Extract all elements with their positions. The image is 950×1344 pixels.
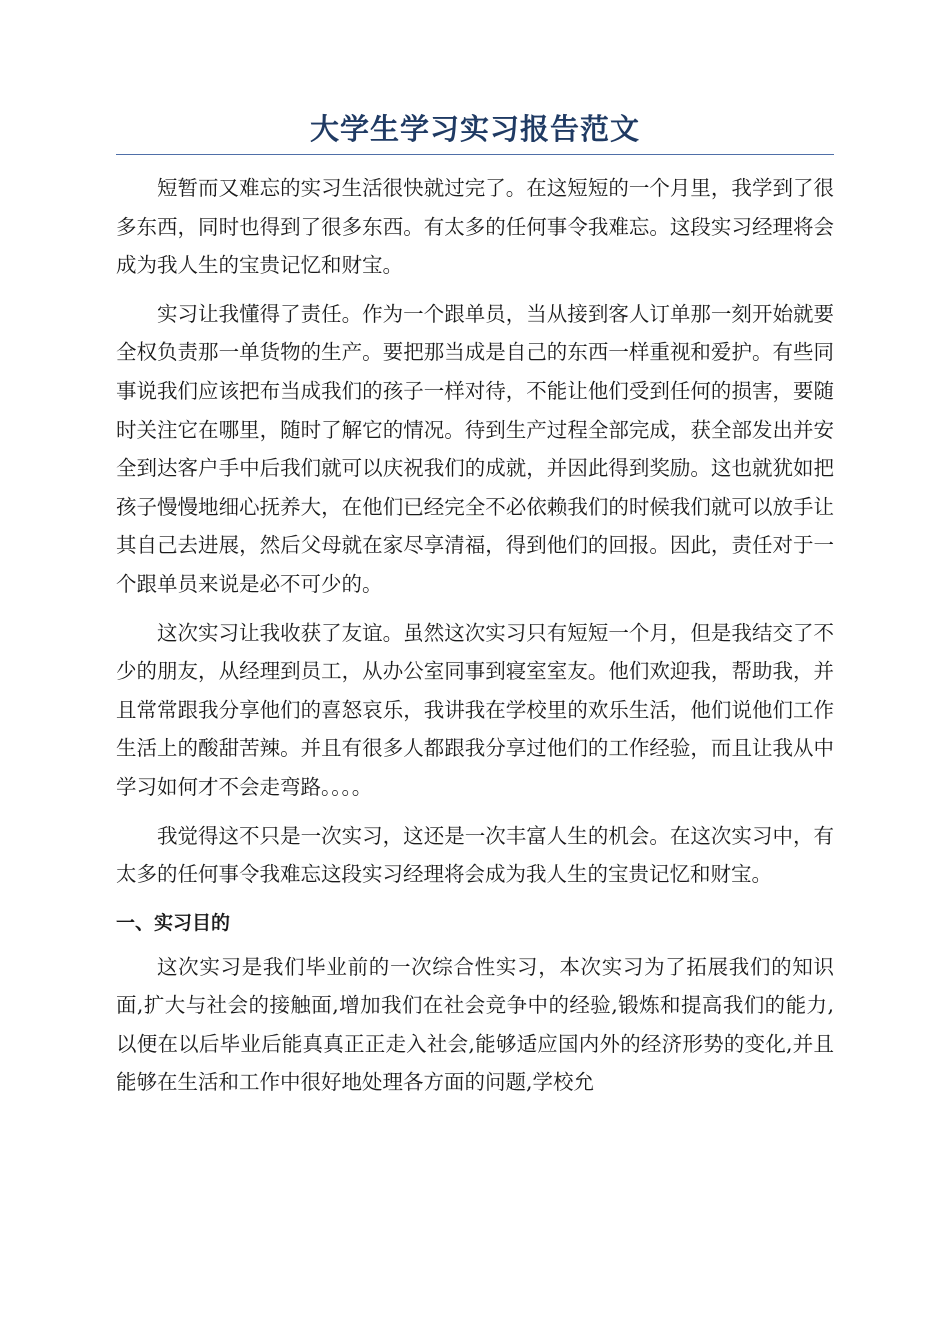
paragraph-3: 这次实习让我收获了友谊。虽然这次实习只有短短一个月，但是我结交了不少的朋友，从经理到员工，从办公室同事到寝室室友。他们欢迎我，帮助我，并且常常跟我分享他们的喜怒哀乐，我讲我在学校里的欢乐生活，他们说他们工作生活上的酸甜苦辣。并且有很多人都跟我分享过他们的工作经验，而且让我从中学习如何才不会走弯路。。。。 [116,620,834,799]
section-heading-1: 一、实习目的 [116,911,231,934]
section-1-paragraph: 这次实习是我们毕业前的一次综合性实习，本次实习为了拓展我们的知识面,扩大与社会的接触面,增加我们在社会竞争中的经验,锻炼和提高我们的能力,以便在以后毕业后能真真正正走入社会,能够适应国内外的经济形势的变化,并且能够在生活和工作中很好地处理各方面的问题,学校允 [116,954,834,1095]
paragraph-1: 短暂而又难忘的实习生活很快就过完了。在这短短的一个月里，我学到了很多东西，同时也得到了很多东西。有太多的任何事令我难忘。这段实习经理将会成为我人生的宝贵记忆和财宝。 [116,176,834,278]
document-title: 大学生学习实习报告范文 [309,112,640,146]
paragraph-4: 我觉得这不只是一次实习，这还是一次丰富人生的机会。在这次实习中，有太多的任何事令我难忘这段实习经理将会成为我人生的宝贵记忆和财宝。 [116,823,834,887]
title-underline [116,154,834,155]
paragraph-2: 实习让我懂得了责任。作为一个跟单员，当从接到客人订单那一刻开始就要全权负责那一单货物的生产。要把那当成是自己的东西一样重视和爱护。有些同事说我们应该把布当成我们的孩子一样对待，不能让他们受到任何的损害，要随时关注它在哪里，随时了解它的情况。待到生产过程全部完成，获全部发出并安全到达客户手中后我们就可以庆祝我们的成就，并因此得到奖励。这也就犹如把孩子慢慢地细心抚养大，在他们已经完全不必依赖我们的时候我们就可以放手让其自己去进展，然后父母就在家尽享清福，得到他们的回报。因此，责任对于一个跟单员来说是必不可少的。 [116,301,834,596]
document-page [116,108,834,1112]
